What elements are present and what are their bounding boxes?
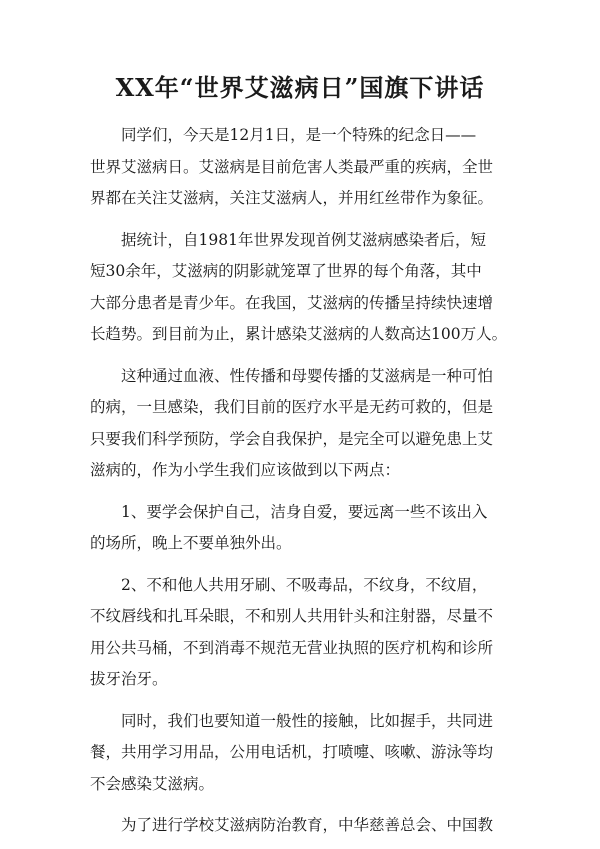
text-line: 用公共马桶，不到消毒不规范无营业执照的医疗机构和诊所 — [90, 638, 494, 657]
text-line: 这种通过血液、性传播和母婴传播的艾滋病是一种可怕 — [121, 366, 494, 385]
text-line: 据统计，自1981年世界发现首例艾滋病感染者后，短 — [121, 230, 486, 249]
text-line: 为了进行学校艾滋病防治教育，中华慈善总会、中国教 — [121, 816, 494, 834]
text-line: 界都在关注艾滋病，关注艾滋病人，并用红丝带作为象征。 — [90, 189, 494, 207]
text-line: 只要我们科学预防，学会自我保护，是完全可以避免患上艾 — [90, 429, 494, 448]
text-line: 同时，我们也要知道一般性的接触，比如握手，共同进 — [121, 711, 494, 730]
paragraph — [90, 570, 515, 696]
text-line: 大部分患者是青少年。在我国，艾滋病的传播呈持续快速增 — [90, 293, 494, 312]
document-body — [90, 120, 515, 842]
paragraph — [90, 497, 515, 560]
text-line: 的场所，晚上不要单独外出。 — [90, 534, 292, 552]
paragraph — [90, 120, 515, 215]
text-line: 世界艾滋病日。艾滋病是目前危害人类最严重的疾病，全世 — [90, 157, 494, 176]
text-line: 不纹唇线和扎耳朵眼，不和别人共用针头和注射器，尽量不 — [90, 607, 494, 625]
text-line: 1、要学会保护自己，洁身自爱，要远离一些不该出入 — [121, 502, 488, 521]
text-line: 不会感染艾滋病。 — [90, 774, 215, 793]
text-line: 餐，共用学习用品，公用电话机，打喷嚏、咳嗽、游泳等均 — [90, 743, 494, 761]
paragraph — [90, 361, 515, 487]
text-line: 滋病的，作为小学生我们应该做到以下两点： — [90, 461, 401, 479]
text-line: 拔牙治牙。 — [90, 670, 168, 688]
page-title: XX年“世界艾滋病日”国旗下讲话 — [115, 73, 485, 102]
paragraph — [90, 810, 515, 842]
text-line: 同学们，今天是12月1日，是一个特殊的纪念日—— — [121, 126, 477, 144]
text-line: 的病，一旦感染，我们目前的医疗水平是无药可救的，但是 — [90, 398, 494, 416]
paragraph — [90, 225, 515, 351]
text-line: 短30余年，艾滋病的阴影就笼罩了世界的每个角落，其中 — [90, 262, 482, 280]
text-line: 长趋势。到目前为止，累计感染艾滋病的人数高达100万人。 — [90, 325, 508, 343]
paragraph — [90, 706, 515, 801]
text-line: 2、不和他人共用牙刷、不吸毒品，不纹身，不纹眉， — [121, 575, 488, 594]
